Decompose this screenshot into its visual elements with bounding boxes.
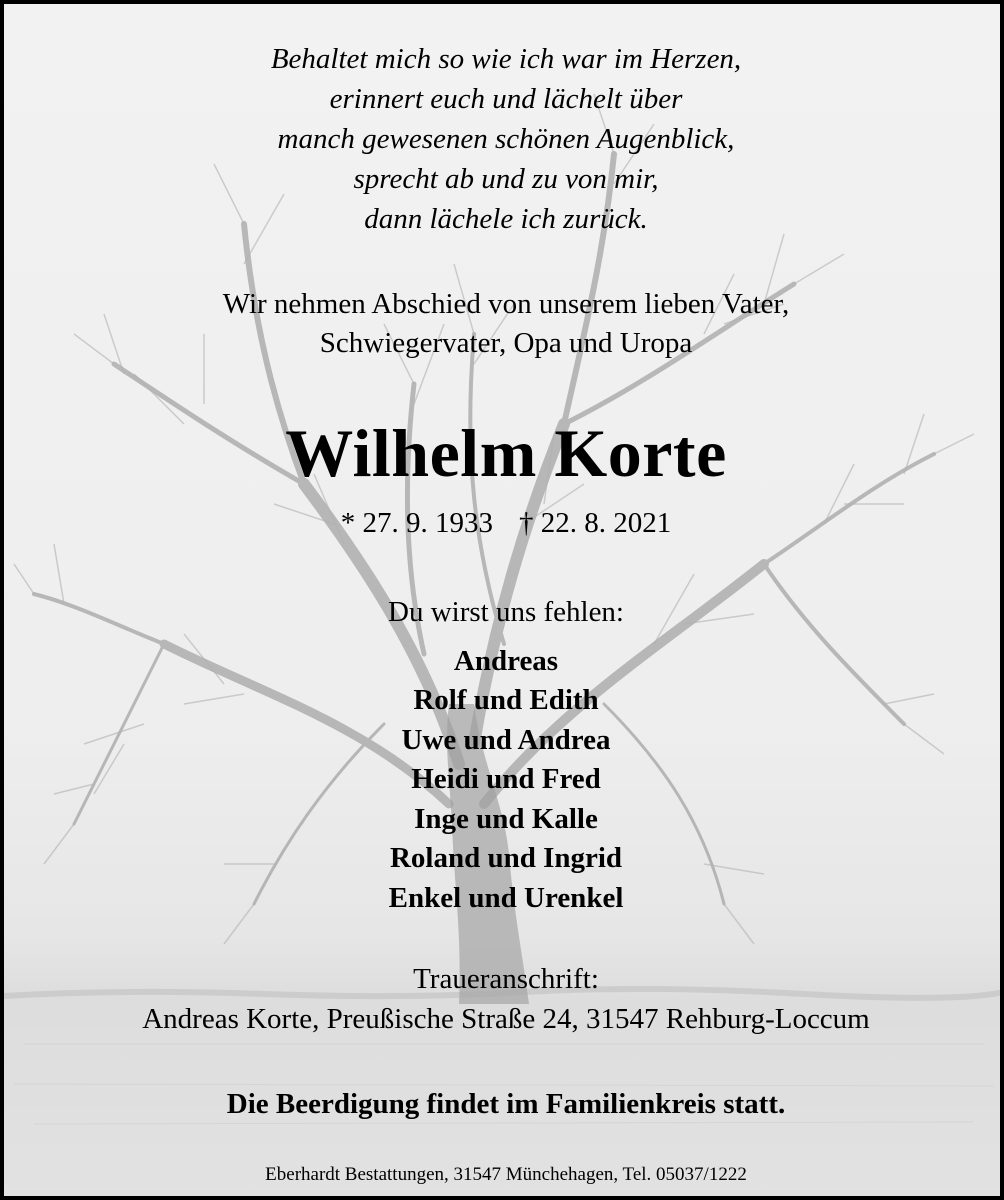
family-member: Roland und Ingrid xyxy=(389,842,623,874)
miss-heading: Du wirst uns fehlen: xyxy=(388,596,624,628)
family-member: Heidi und Fred xyxy=(411,763,601,795)
deceased-name: Wilhelm Korte xyxy=(285,415,727,491)
undertaker-info: Eberhardt Bestattungen, 31547 Münchehagen, Tel. 05037/1222 xyxy=(265,1164,747,1185)
birth-date: * 27. 9. 1933 xyxy=(340,507,493,539)
family-member: Rolf und Edith xyxy=(413,684,599,716)
address-label: Traueranschrift: xyxy=(413,963,599,995)
poem-line: Behaltet mich so wie ich war im Herzen, xyxy=(270,43,742,75)
burial-note: Die Beerdigung findet im Familienkreis statt. xyxy=(226,1088,786,1120)
poem-line: manch gewesenen schönen Augenblick, xyxy=(277,123,735,155)
intro-line: Schwiegervater, Opa und Uropa xyxy=(319,327,693,359)
life-dates xyxy=(4,507,1004,540)
intro-line: Wir nehmen Abschied von unserem lieben Vater, xyxy=(222,288,790,320)
poem-line: sprecht ab und zu von mir, xyxy=(353,163,659,195)
poem-line: erinnert euch und lächelt über xyxy=(329,83,683,115)
family-member: Andreas xyxy=(453,645,559,677)
address-line: Andreas Korte, Preußische Straße 24, 31547 Rehburg-Loccum xyxy=(142,1003,870,1035)
family-member: Inge und Kalle xyxy=(414,803,598,835)
family-member: Uwe und Andrea xyxy=(401,724,611,756)
death-date: † 22. 8. 2021 xyxy=(519,507,672,539)
family-member: Enkel und Urenkel xyxy=(388,882,624,914)
poem-line: dann lächele ich zurück. xyxy=(364,203,648,235)
